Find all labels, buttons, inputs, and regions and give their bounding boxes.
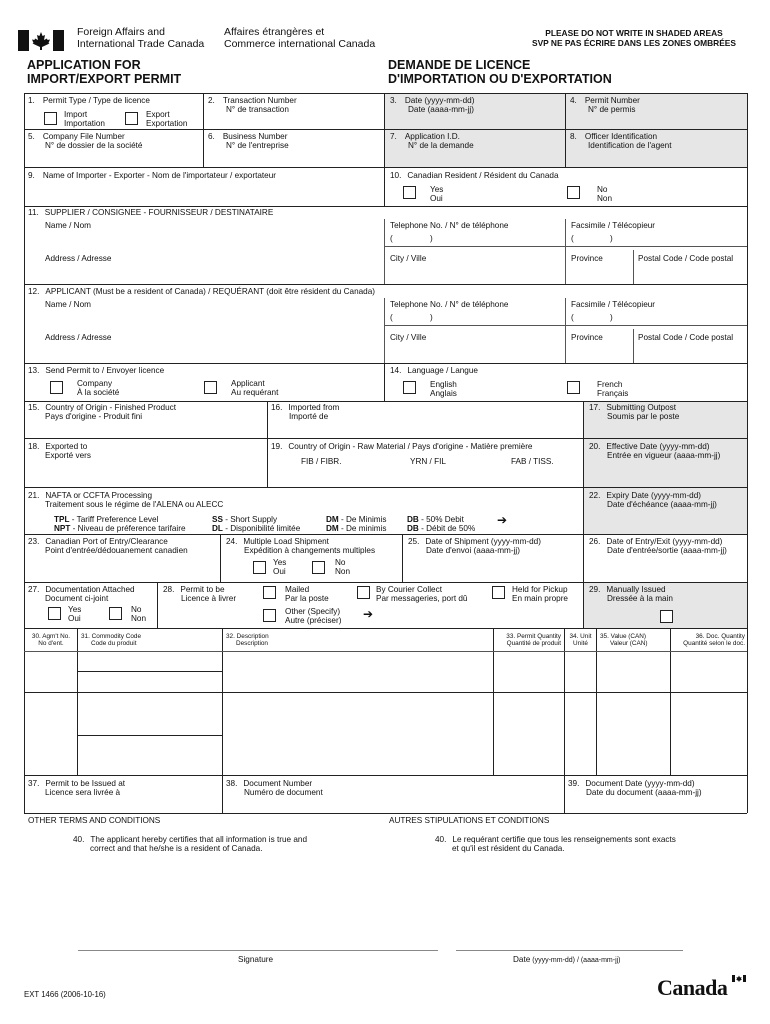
signature-label: Signature [238,955,274,964]
delivery-other-checkbox[interactable] [263,609,276,622]
field-39-document-date-label: 39. Document Date (yyyy-mm-dd) Date du document (aaaa-mm-jj) [568,779,702,798]
col-36-doc-quantity-header: 36. Doc. Quantity Quantité selon le doc. [683,633,745,648]
col-31-commodity-code-header: 31. Commodity Code Code du produit [81,633,142,648]
raw-material-fiber-label: FIB / FIBR. [301,457,342,466]
send-to-applicant-label: Applicant Au requérant [231,379,279,398]
field-6-business-number-label: 6. Business Number N° de l'entreprise [208,132,289,151]
nafta-db-codes: DB - 50% Debit DB - Débit de 50% [407,515,476,534]
field-23-port-of-entry-label: 23. Canadian Port of Entry/Clearance Point d'entrée/dédouanement canadien [28,537,188,556]
applicant-address-label: Address / Adresse [45,333,112,342]
applicant-city-label: City / Ville [390,333,427,342]
export-option-label: Export Exportation [146,110,188,129]
field-8-officer-id-label: 8. Officer Identification Identification de l'agent [570,132,672,151]
field-11-supplier-label: 11. SUPPLIER / CONSIGNEE - FOURNISSEUR / DESTINATAIRE [28,208,274,217]
field-16-imported-from-label: 16. Imported from Importé de [271,403,340,422]
delivery-pickup-checkbox[interactable] [492,586,505,599]
canada-flag-icon [18,30,64,51]
send-to-applicant-checkbox[interactable] [204,381,217,394]
language-french-label: French Français [597,380,629,399]
form-title-en: APPLICATION FOR IMPORT/EXPORT PERMIT [27,58,182,87]
field-19-raw-material-label: 19. Country of Origin - Raw Material / Pays d'origine - Matière première [271,442,533,451]
import-checkbox[interactable] [44,112,57,125]
flag-mark-icon [732,975,746,982]
send-to-company-label: Company À la société [77,379,120,398]
field-9-importer-exporter-label: 9. Name of Importer - Exporter - Nom de l'importateur / exportateur [28,171,277,180]
col-34-unit-header: 34. Unit Unité [569,633,592,648]
applicant-postal-label: Postal Code / Code postal [638,333,734,342]
applicant-phone-area-open: ( [390,313,393,322]
supplier-address-label: Address / Adresse [45,254,112,263]
delivery-courier-checkbox[interactable] [357,586,370,599]
nafta-dm-codes: DM - De Minimis DM - De minimis [326,515,387,534]
applicant-name-label: Name / Nom [45,300,91,309]
field-21-nafta-label: 21. NAFTA or CCFTA Processing Traitement sous le régime de l'ALENA ou ALECC [28,491,224,510]
arrow-right-icon: ➔ [363,607,374,621]
delivery-courier-label: By Courier Collect Par messageries, port dû [376,585,468,604]
field-7-application-id-label: 7. Application I.D. N° de la demande [390,132,474,151]
delivery-mailed-label: Mailed Par la poste [285,585,329,604]
field-2-transaction-number-label: 2. Transaction Number N° de transaction [208,96,297,115]
multiple-load-no-label: No Non [335,558,351,577]
supplier-fax-label: Facsimile / Télécopieur [571,221,656,230]
department-name-en: Foreign Affairs and International Trade Canada [77,26,205,51]
field-38-document-number-label: 38. Document Number Numéro de document [226,779,323,798]
applicant-phone-label: Telephone No. / N° de téléphone [390,300,509,309]
signature-line[interactable] [78,950,438,951]
field-37-issued-at-label: 37. Permit to be Issued at Licence sera livrée à [28,779,126,798]
supplier-postal-label: Postal Code / Code postal [638,254,734,263]
field-3-date-label: 3. Date (yyyy-mm-dd) Date (aaaa-mm-jj) [390,96,475,115]
signature-date-label: Date (yyyy-mm-dd) / (aaaa-mm-jj) [513,955,621,964]
field-18-exported-to-label: 18. Exported to Exporté vers [28,442,91,461]
resident-yes-label: Yes Oui [430,185,444,204]
supplier-phone-area-open: ( [390,234,393,243]
field-10-canadian-resident-label: 10. Canadian Resident / Résident du Canada [390,171,559,180]
applicant-phone-area-close: ) [430,313,433,322]
applicant-fax-area-close: ) [610,313,613,322]
field-12-applicant-label: 12. APPLICANT (Must be a resident of Canada) / REQUÉRANT (doit être résident du Canada) [28,287,376,296]
documentation-no-label: No Non [131,605,147,624]
certification-statement-fr: 40. Le requérant certifie que tous les renseignements sont exacts et qu'il est résident du Canada. [435,835,676,854]
field-29-manually-issued-label: 29. Manually Issued Dressée à la main [589,585,673,604]
nafta-ss-dl-codes: SS - Short Supply DL - Disponibilité limitée [212,515,301,534]
col-32-description-header: 32. Description Description [226,633,269,648]
language-english-label: English Anglais [430,380,457,399]
delivery-pickup-label: Held for Pickup En main propre [512,585,568,604]
manually-issued-checkbox[interactable] [660,610,673,623]
applicant-fax-label: Facsimile / Télécopieur [571,300,656,309]
export-checkbox[interactable] [125,112,138,125]
language-french-checkbox[interactable] [567,381,580,394]
form-code: EXT 1466 (2006-10-16) [24,990,106,999]
raw-material-fabric-label: FAB / TISS. [511,457,554,466]
canada-wordmark: Canada [657,975,728,1000]
delivery-mailed-checkbox[interactable] [263,586,276,599]
supplier-city-label: City / Ville [390,254,427,263]
field-20-effective-date-label: 20. Effective Date (yyyy-mm-dd) Entrée en vigueur (aaaa-mm-jj) [589,442,721,461]
language-english-checkbox[interactable] [403,381,416,394]
delivery-other-label: Other (Specify) Autre (préciser) [285,607,342,626]
department-name-fr: Affaires étrangères et Commerce international Canada [224,26,376,51]
field-5-company-file-label: 5. Company File Number N° de dossier de la société [28,132,143,151]
other-terms-heading-fr: AUTRES STIPULATIONS ET CONDITIONS [389,816,550,825]
field-27-documentation-label: 27. Documentation Attached Document ci-joint [28,585,135,604]
certification-statement-en: 40. The applicant hereby certifies that all information is true and correct and that he/she is a resident of Canada. [73,835,308,854]
import-option-label: Import Importation [64,110,105,129]
resident-no-checkbox[interactable] [567,186,580,199]
shaded-area-notice: PLEASE DO NOT WRITE IN SHADED AREAS SVP NE PAS ÉCRIRE DANS LES ZONES OMBRÉES [532,28,736,48]
col-33-permit-quantity-header: 33. Permit Quantity Quantité de produit [506,633,561,648]
field-26-entry-exit-date-label: 26. Date of Entry/Exit (yyyy-mm-dd) Date d'entrée/sortie (aaaa-mm-jj) [589,537,727,556]
other-terms-heading-en: OTHER TERMS AND CONDITIONS [28,816,161,825]
documentation-yes-checkbox[interactable] [48,607,61,620]
field-1-permit-type-label: 1. Permit Type / Type de licence [28,96,150,105]
supplier-phone-label: Telephone No. / N° de téléphone [390,221,509,230]
multiple-load-yes-checkbox[interactable] [253,561,266,574]
nafta-tpl-npt-codes: TPL - Tariff Preference Level NPT - Niveau de préference tarifaire [54,515,186,534]
supplier-fax-area-close: ) [610,234,613,243]
documentation-yes-label: Yes Oui [68,605,82,624]
col-30-agreement-number-header: 30. Agm't No. No d'ent. [31,633,71,648]
resident-yes-checkbox[interactable] [403,186,416,199]
field-4-permit-number-label: 4. Permit Number N° de permis [570,96,640,115]
supplier-name-label: Name / Nom [45,221,91,230]
field-17-submitting-outpost-label: 17. Submitting Outpost Soumis par le poste [589,403,680,422]
applicant-province-label: Province [571,333,603,342]
field-24-multiple-load-label: 24. Multiple Load Shipment Expédition à changements multiples [226,537,376,556]
field-25-shipment-date-label: 25. Date of Shipment (yyyy-mm-dd) Date d'envoi (aaaa-mm-jj) [408,537,541,556]
send-to-company-checkbox[interactable] [50,381,63,394]
field-14-language-label: 14. Language / Langue [390,366,478,375]
multiple-load-yes-label: Yes Oui [273,558,287,577]
form-title-fr: DEMANDE DE LICENCE D'IMPORTATION OU D'EXPORTATION [388,58,612,87]
documentation-no-checkbox[interactable] [109,607,122,620]
supplier-fax-area-open: ( [571,234,574,243]
field-28-permit-delivery-label: 28. Permit to be Licence à livrer [163,585,237,604]
date-line[interactable] [456,950,683,951]
resident-no-label: No Non [597,185,613,204]
supplier-province-label: Province [571,254,603,263]
arrow-right-icon: ➔ [497,513,508,527]
supplier-phone-area-close: ) [430,234,433,243]
raw-material-yarn-label: YRN / FIL [410,457,446,466]
field-22-expiry-date-label: 22. Expiry Date (yyyy-mm-dd) Date d'échéance (aaaa-mm-jj) [589,491,717,510]
col-35-value-header: 35. Value (CAN) Valeur (CAN) [600,633,648,648]
multiple-load-no-checkbox[interactable] [312,561,325,574]
field-15-country-origin-label: 15. Country of Origin - Finished Product Pays d'origine - Produit fini [28,403,176,422]
field-13-send-permit-label: 13. Send Permit to / Envoyer licence [28,366,165,375]
applicant-fax-area-open: ( [571,313,574,322]
